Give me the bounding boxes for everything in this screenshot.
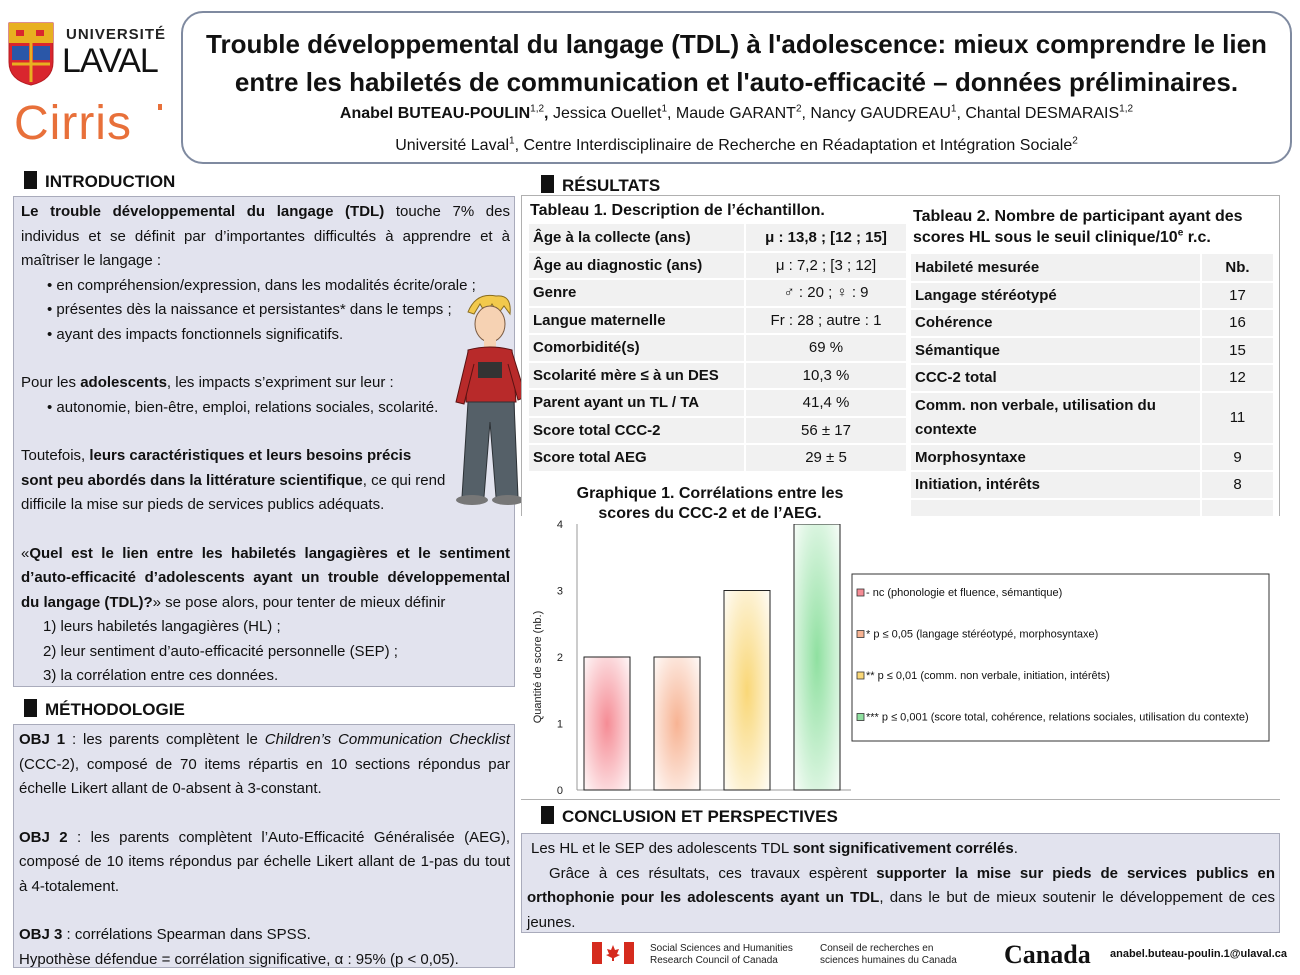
row-value: 16 (1201, 309, 1273, 337)
row-value: Fr : 28 ; autre : 1 (745, 307, 906, 335)
bar-*** (794, 524, 840, 790)
column-header: Nb. (1201, 254, 1273, 282)
bullet-item: • présentes dès la naissance et persistantes* dans le temps ; (47, 301, 452, 318)
results-heading: RÉSULTATS (541, 175, 660, 196)
intro-paragraph-2: Pour les adolescents, les impacts s’expriment sur leur : (21, 374, 394, 391)
introduction-panel (13, 196, 515, 687)
table-row (911, 392, 1273, 444)
author-affiliation-number: 1 (950, 103, 957, 115)
bullet-item: • en compréhension/expression, dans les modalités écrite/orale ; (47, 276, 476, 294)
table2-clip (911, 254, 1273, 516)
row-label: Genre (529, 279, 745, 307)
universite-laval-logo (8, 22, 173, 92)
table1-caption: Tableau 1. Description de l’échantillon. (530, 202, 825, 219)
laval-text: LAVAL (62, 42, 158, 80)
row-value: 9 (1201, 444, 1273, 472)
bar-** (724, 591, 770, 791)
poster-title: Trouble développemental du langage (TDL) à l'adolescence: mieux comprendre le lien entre les habiletés de communication et l'auto-efficacité – données préliminaires. (206, 29, 1267, 97)
poster-header (181, 11, 1292, 164)
row-label: Score total CCC-2 (529, 417, 745, 445)
row-label: Initiation, intérêts (911, 471, 1201, 499)
y-tick-label: 4 (556, 519, 563, 531)
row-value: 17 (1201, 282, 1273, 310)
bullet-item: • autonomie, bien-être, emploi, relations sociales, scolarité. (47, 398, 439, 416)
author-name: Nancy GAUDREAU (810, 105, 951, 122)
bullet-item: • ayant des impacts fonctionnels significatifs. (47, 325, 344, 343)
affiliations: Université Laval$^1$, Centre Interdisciplinaire de Recherche en Réadaptation et Intégration Sociale$^2$ (395, 135, 1078, 154)
correlation-bar-chart (521, 516, 1280, 799)
author-affiliation-number: 1,2 (1119, 103, 1134, 115)
row-label: Langue maternelle (529, 307, 745, 335)
row-value: ♂ : 20 ; ♀ : 9 (745, 279, 906, 307)
legend-entry: - nc (phonologie et fluence, sémantique) (866, 587, 1063, 599)
objective-3: OBJ 3 : corrélations Spearman dans SPSS. (19, 926, 311, 943)
canada-wordmark: Canada (1004, 940, 1091, 969)
canada-flag-icon (592, 942, 634, 964)
objective-1: OBJ 1 : les parents complètent le Children’s Communication Checklist (CCC-2), composé de 70 items répartis en 10 sections répondus par échelle Likert allant de 0-absent à 3-constant. (19, 731, 510, 797)
universite-text: UNIVERSITÉ (66, 26, 167, 43)
graph1-caption: Graphique 1. Corrélations entre les scores du CCC-2 et de l’AEG. (565, 484, 855, 524)
row-value: 41,4 % (745, 389, 906, 417)
row-label: Âge à la collecte (ans) (529, 224, 745, 252)
research-question: «Quel est le lien entre les habiletés langagières et le sentiment d’auto-efficacité d’adolescents ayant un trouble développemental du langage (TDL)?» se pose alors, pour tenter de mieux définir (21, 544, 510, 611)
row-value: 11 (1201, 392, 1273, 444)
methodology-heading: MÉTHODOLOGIE (24, 699, 185, 720)
table-row (911, 309, 1273, 337)
row-value: 8 (1201, 471, 1273, 499)
table-row (529, 224, 906, 252)
row-value: 12 (1201, 364, 1273, 392)
author-affiliation-number: 2 (795, 103, 802, 115)
objective-item: 2) leur sentiment d’auto-efficacité personnelle (SEP) ; (43, 642, 398, 660)
conclusion-panel (521, 833, 1280, 933)
row-label: Comorbidité(s) (529, 334, 745, 362)
table-row (911, 337, 1273, 365)
intro-bullets-1 (21, 274, 510, 348)
bar-* (654, 657, 700, 790)
y-tick-label: 1 (556, 718, 563, 731)
author-name: Maude GARANT (675, 105, 796, 122)
legend-swatch (857, 631, 864, 638)
row-label: Sémantique (911, 337, 1201, 365)
row-value: 10,3 % (745, 362, 906, 390)
methodology-panel (13, 724, 515, 968)
row-label: Âge au diagnostic (ans) (529, 252, 745, 280)
author-list: Anabel BUTEAU-POULIN$^{1,2}$, Jessica Ouellet$^1$, Maude GARANT$^2$, Nancy GAUDREAU$^1$, Chantal DESMARAIS$^{1,2}$ (339, 103, 1134, 122)
table-row (529, 279, 906, 307)
conclusion-line-2: Grâce à ces résultats, ces travaux espèrent supporter la mise sur pieds de services publics en orthophonie pour les adolescents ayant un TDL, dans le but de mieux soutenir le développement de ces jeunes. (527, 864, 1275, 931)
legend-entry: * p ≤ 0,05 (langage stéréotypé, morphosyntaxe) (866, 628, 1099, 641)
row-value: 15 (1201, 337, 1273, 365)
table-row (529, 389, 906, 417)
objectives-list (21, 615, 510, 689)
row-value: 69 % (745, 334, 906, 362)
sample-description-table (529, 224, 906, 473)
row-label: Parent ayant un TL / TA (529, 389, 745, 417)
row-label: Cohérence (911, 309, 1201, 337)
intro-paragraph-1: Le trouble développemental du langage (TDL) touche 7% des individus et se définit par d’importantes difficultés à apprendre et à maîtriser le langage : (21, 203, 510, 269)
row-label: CCC-2 total (911, 364, 1201, 392)
contact-email[interactable]: anabel.buteau-poulin.1@ulaval.ca (1110, 948, 1287, 960)
y-tick-label: 2 (556, 652, 563, 664)
cirris-logo-mark (158, 104, 162, 110)
table-header-row (911, 254, 1273, 282)
row-label: Langage stéréotypé (911, 282, 1201, 310)
sshrc-text: Social Sciences and Humanities Research Council of Canada (650, 943, 793, 966)
y-tick-label: 0 (556, 785, 563, 797)
y-tick-label: 3 (556, 585, 563, 598)
table-row (911, 471, 1273, 499)
correlation-chart-area (521, 516, 1280, 799)
introduction-heading: INTRODUCTION (24, 171, 175, 192)
table-row (911, 282, 1273, 310)
author-name: Jessica Ouellet (552, 105, 662, 122)
crsh-text: Conseil de recherches en sciences humaines du Canada (820, 943, 957, 966)
row-value: μ : 7,2 ; [3 ; 12] (745, 252, 906, 280)
laval-shield-icon (8, 22, 54, 86)
table-row (911, 364, 1273, 392)
row-label: Comm. non verbale, utilisation du contexte (911, 392, 1201, 444)
objective-2: OBJ 2 : les parents complètent l’Auto-Efficacité Généralisée (AEG), composé de 10 items répondus par échelle Likert allant de 1-pas du tout à 4-totalement. (19, 828, 510, 895)
row-label: Scolarité mère ≤ à un DES (529, 362, 745, 390)
author-affiliation-number: 1 (661, 103, 667, 115)
author-affiliation-number: 1,2 (530, 103, 545, 115)
hl-clinical-threshold-table (911, 254, 1273, 552)
objective-item: 3) la corrélation entre ces données. (43, 667, 279, 684)
legend-swatch (857, 589, 864, 596)
table-row (529, 417, 906, 445)
table-row (529, 334, 906, 362)
table-row (911, 444, 1273, 472)
table-row (529, 362, 906, 390)
row-value: 29 ± 5 (745, 444, 906, 472)
intro-bullets-2 (21, 396, 510, 421)
legend-entry: *** p ≤ 0,001 (score total, cohérence, relations sociales, utilisation du contexte) (866, 711, 1249, 724)
table-row (529, 444, 906, 472)
legend-swatch (857, 672, 864, 679)
table2-caption: Tableau 2. Nombre de participant ayant des scores HL sous le seuil clinique/10e r.c. (913, 208, 1243, 246)
legend-entry: ** p ≤ 0,01 (comm. non verbale, initiation, intérêts) (866, 670, 1110, 682)
intro-paragraph-3: Toutefois, leurs caractéristiques et leurs besoins précis sont peu abordés dans la littérature scientifique, ce qui rend difficile la mise sur pieds de services publics adéquats. (21, 447, 446, 513)
conclusion-heading: CONCLUSION ET PERSPECTIVES (541, 806, 838, 827)
table-row (529, 252, 906, 280)
author-name: Chantal DESMARAIS (965, 105, 1120, 122)
y-axis-label: Quantité de score (nb.) (532, 610, 544, 724)
table-row (529, 307, 906, 335)
author-name: Anabel BUTEAU-POULIN (339, 105, 531, 122)
conclusion-line-1: Les HL et le SEP des adolescents TDL sont significativement corrélés. (531, 840, 1018, 857)
cirris-logo: Cirris (14, 97, 132, 150)
column-header: Habileté mesurée (911, 254, 1201, 282)
row-label: Score total AEG (529, 444, 745, 472)
legend-swatch (857, 714, 864, 721)
row-label: Morphosyntaxe (911, 444, 1201, 472)
hypothesis: Hypothèse défendue = corrélation significative, α : 95% (p < 0,05). (19, 950, 459, 968)
bar-nc (584, 657, 630, 790)
objective-item: 1) leurs habiletés langagières (HL) ; (43, 618, 281, 635)
row-value: μ : 13,8 ; [12 ; 15] (745, 224, 906, 252)
row-value: 56 ± 17 (745, 417, 906, 445)
